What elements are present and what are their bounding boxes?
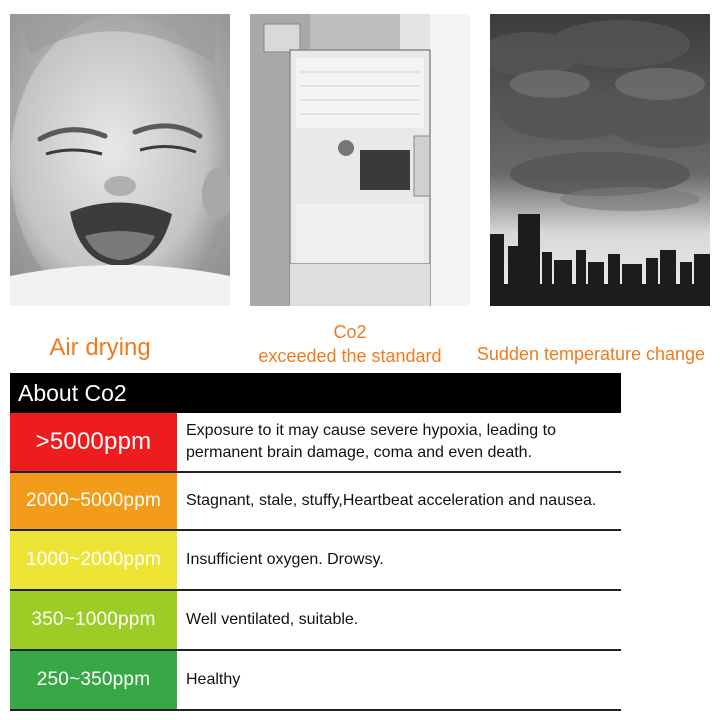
co2-levels-table bbox=[10, 413, 621, 711]
description-text: Healthy bbox=[186, 671, 241, 688]
description-text: Stagnant, stale, stuffy,Heartbeat acceleration and nausea. bbox=[186, 492, 597, 509]
range-cell bbox=[10, 651, 177, 709]
description-cell bbox=[177, 651, 621, 709]
range-cell bbox=[10, 591, 177, 649]
table-row bbox=[10, 591, 621, 651]
description-text: Exposure to it may cause severe hypoxia, leading to permanent brain damage, coma and even death. bbox=[186, 422, 556, 461]
crying-baby-photo bbox=[10, 14, 230, 306]
caption-temperature-change: Sudden temperature change bbox=[476, 344, 706, 364]
description-cell bbox=[177, 531, 621, 589]
table-header bbox=[10, 373, 621, 413]
range-label: 2000~5000ppm bbox=[26, 490, 161, 511]
range-cell bbox=[10, 413, 177, 471]
caption-co2-line2: exceeded the standard bbox=[258, 346, 442, 366]
table-row bbox=[10, 413, 621, 473]
range-label: >5000ppm bbox=[35, 428, 152, 455]
caption-air-drying: Air drying bbox=[49, 334, 151, 361]
range-label: 1000~2000ppm bbox=[26, 549, 161, 570]
description-cell bbox=[177, 473, 621, 529]
table-row bbox=[10, 473, 621, 531]
range-label: 350~1000ppm bbox=[31, 609, 156, 630]
range-cell bbox=[10, 473, 177, 529]
range-cell bbox=[10, 531, 177, 589]
table-title: About Co2 bbox=[18, 380, 127, 406]
table-row bbox=[10, 531, 621, 591]
caption-co2-exceeded bbox=[246, 320, 454, 368]
description-cell bbox=[177, 413, 621, 471]
description-text: Well ventilated, suitable. bbox=[186, 611, 359, 628]
air-conditioner-photo bbox=[250, 14, 470, 306]
description-cell bbox=[177, 591, 621, 649]
description-text: Insufficient oxygen. Drowsy. bbox=[186, 551, 384, 568]
range-label: 250~350ppm bbox=[36, 669, 151, 690]
storm-clouds-city-photo bbox=[490, 14, 710, 306]
table-row bbox=[10, 651, 621, 711]
caption-co2-line1: Co2 bbox=[333, 322, 367, 342]
